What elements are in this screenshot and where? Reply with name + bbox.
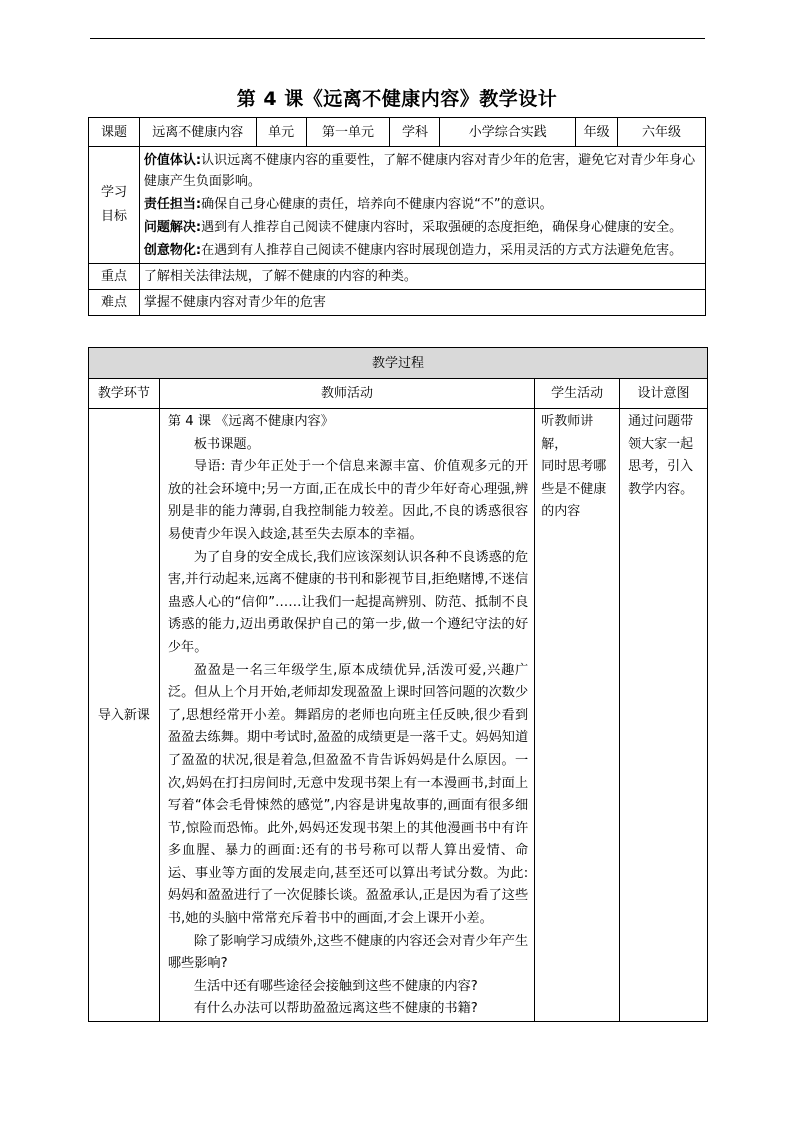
- difficulty-label: 难点: [89, 290, 140, 316]
- teacher-paragraph: 板书课题。: [193, 436, 260, 452]
- lesson-value: 远离不健康内容: [139, 118, 256, 147]
- key-point-label: 重点: [89, 264, 140, 290]
- unit-label: 单元: [256, 118, 306, 147]
- page-title: 第 4 课《远离不健康内容》教学设计: [236, 88, 558, 110]
- process-heading: 教学过程: [89, 348, 708, 379]
- col-teacher: 教师活动: [159, 379, 534, 409]
- teacher-paragraph: 除了影响学习成绩外,这些不健康的内容还会对青少年产生哪些影响?: [167, 933, 529, 972]
- stage-cell: 导入新课: [89, 409, 160, 1022]
- student-activity: 听教师讲解， 同时思考哪 些是不健康 的内容: [535, 409, 620, 1022]
- teacher-paragraph: 第 4 课 《远离不健康内容》: [167, 414, 334, 429]
- objectives-label: 学习 目标: [89, 147, 140, 264]
- subject-label: 学科: [390, 118, 440, 147]
- lesson-label: 课题: [89, 118, 140, 147]
- teacher-paragraph: 生活中还有哪些途径会接触到这些不健康的内容?: [193, 978, 478, 994]
- objective-item: 责任担当:确保自己身心健康的责任，培养向不健康内容说“不”的意识。: [143, 197, 553, 212]
- col-purpose: 设计意图: [620, 379, 708, 409]
- key-point-text: 了解相关法律法规，了解不健康的内容的种类。: [139, 264, 705, 290]
- teacher-paragraph: 为了自身的安全成长,我们应该深刻认识各种不良诱惑的危害,并行动起来,远离不健康的书刊和影视节目,拒绝赌博,不迷信蛊惑人心的“信仰”……让我们一起提高辨别、防范、抵制不良诱惑的能力,迈出勇敢保护自己的第一步,做一个遵纪守法的好少年。: [167, 549, 529, 655]
- lesson-info-table: [88, 117, 706, 316]
- objective-item: 问题解决:遇到有人推荐自己阅读不健康内容时，采取强硬的态度拒绝，确保身心健康的安全。: [143, 220, 683, 235]
- subject-value: 小学综合实践: [440, 118, 576, 147]
- process-table: [88, 347, 708, 1022]
- objective-item: 价值体认:认识远离不健康内容的重要性，了解不健康内容对青少年的危害，避免它对青少年身心健康产生负面影响。: [143, 153, 696, 189]
- col-student: 学生活动: [535, 379, 620, 409]
- teacher-paragraph: 有什么办法可以帮助盈盈远离这些不健康的书籍?: [193, 1001, 478, 1017]
- grade-value: 六年级: [618, 118, 706, 147]
- difficulty-text: 掌握不健康内容对青少年的危害: [139, 290, 705, 316]
- design-purpose: 通过问题带 领大家一起 思考，引入 教学内容。: [620, 409, 708, 1022]
- col-stage: 教学环节: [89, 379, 160, 409]
- teacher-activity: [159, 409, 534, 1022]
- objective-item: 创意物化:在遇到有人推荐自己阅读不健康内容时展现创造力，采用灵活的方式方法避免危害。: [143, 243, 683, 258]
- teacher-paragraph: 盈盈是一名三年级学生,原本成绩优异,活泼可爱,兴趣广泛。但从上个月开始,老师却发现盈盈上课时回答问题的次数少了,思想经常开小差。舞蹈房的老师也向班主任反映,很少看到盈盈去练舞。期中考试时,盈盈的成绩更是一落千丈。妈妈知道了盈盈的状况,很是着急,但盈盈不肯告诉妈妈是什么原因。一次,妈妈在打扫房间时,无意中发现书架上有一本漫画书,封面上写着“体会毛骨悚然的感觉”,内容是讲鬼故事的,画面有很多细节,惊险而恐怖。此外,妈妈还发现书架上的其他漫画书中有许多血腥、暴力的画面:还有的书号称可以帮人算出爱情、命运、事业等方面的发展走向,甚至还可以算出考试分数。为此:妈妈和盈盈进行了一次促膝长谈。盈盈承认,正是因为看了这些书,她的头脑中常常充斥着书中的画面,才会上课开小差。: [167, 662, 529, 927]
- header-rule: [90, 38, 705, 39]
- teacher-paragraph: 导语: 青少年正处于一个信息来源丰富、价值观多元的开放的社会环境中;另一方面,正在成长中的青少年好奇心理强,辨别是非的能力薄弱,自我控制能力较差。因此,不良的诱惑很容易使青少年误入歧途,甚至失去原本的幸福。: [167, 459, 529, 542]
- grade-label: 年级: [576, 118, 618, 147]
- unit-value: 第一单元: [306, 118, 390, 147]
- objectives-content: [139, 147, 705, 264]
